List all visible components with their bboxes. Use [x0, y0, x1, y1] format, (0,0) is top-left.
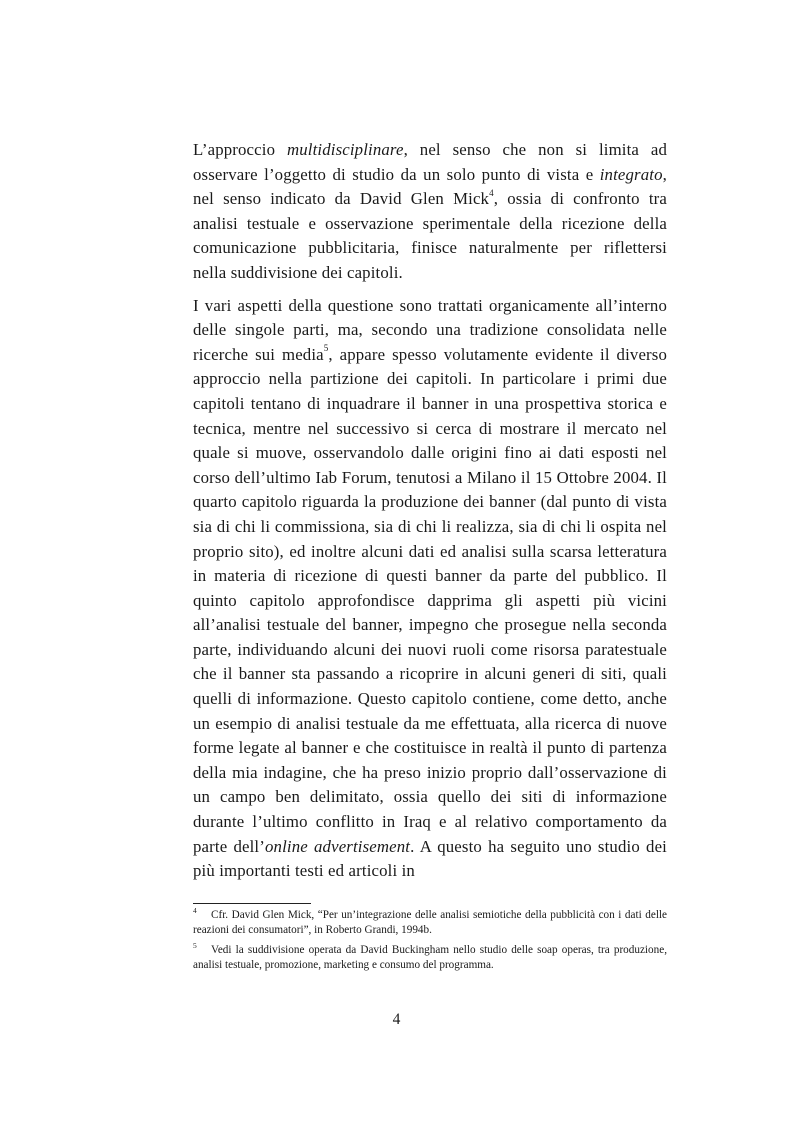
- footnote-text: Cfr. David Glen Mick, “Per un’integrazione delle analisi semiotiche della pubblicità con i dati delle reazioni dei consumatori”, in Roberto Grandi, 1994b.: [193, 909, 667, 936]
- footnote-separator: [193, 903, 311, 904]
- text-run: L’approccio: [193, 140, 287, 159]
- paragraph-1: [193, 138, 667, 286]
- text-run: , ossia di confronto tra analisi testuale e osservazione sperimentale della ricezione della comunicazione pubblicitaria, finisce naturalmente per riflettersi nella suddivisione dei capitoli.: [193, 189, 667, 282]
- paragraph-2: [193, 294, 667, 884]
- page-number: 4: [392, 1011, 401, 1028]
- text-run: , nel senso che non si limita ad osservare l’oggetto di studio da un solo punto di vista e: [193, 140, 668, 184]
- italic-term-multidisciplinare: multidisciplinare: [286, 140, 404, 159]
- footnotes: [193, 908, 667, 972]
- text-run: , nel senso indicato da David Glen Mick: [193, 164, 667, 209]
- text-run: , appare spesso volutamente evidente il diverso approccio nella partizione dei capitoli. In particolare i primi due capitoli tentano di inquadrare il banner in una prospettiva storica e tecnica, mentre nel successivo si cerca di mostrare il mercato nel quale si muove, osservandolo dalle origini fino ai dati esposti nel corso dell’ultimo Iab Forum, tenutosi a Milano il 15 Ottobre 2004. Il quarto capitolo riguarda la produzione dei banner (dal punto di vista sia di chi li commissiona, sia di chi li realizza, sia di chi li ospita nel proprio sito), ed inoltre alcuni dati ed analisi sulla scarsa letteratura in materia di ricezione di questi banner da parte del pubblico. Il quinto capitolo approfondisce dapprima gli aspetti più vicini all’analisi testuale del banner, impegno che prosegue nella seconda parte, individuando alcuni dei nuovi ruoli come risorsa paratestuale che il banner sta passando a ricoprire in alcuni generi di siti, quali quelli di informazione. Questo capitolo contiene, come detto, anche un esempio di analisi testuale da me effettuata, alla ricerca di nuove forme legate al banner e che costituisce in realtà il punto di partenza della mia indagine, che ha preso inizio proprio dall’osservazione di un campo ben delimitato, ossia quello dei siti di informazione durante l’ultimo conflitto in Iraq e al relativo comportamento da parte dell’: [193, 344, 668, 856]
- footnote-ref-5[interactable]: 5: [323, 343, 329, 354]
- italic-term-integrato: integrato: [599, 164, 663, 184]
- body-text: [193, 138, 667, 884]
- footnote-4: 4 Cfr. David Glen Mick, “Per un’integrazione delle analisi semiotiche della pubblicità con i dati delle reazioni dei consumatori”, in Roberto Grandi, 1994b.: [193, 906, 667, 936]
- text-run: I vari aspetti della questione sono trattati organicamente all’interno delle singole parti, ma, secondo una tradizione consolidata nelle ricerche sui media: [193, 295, 667, 364]
- footnote-ref-4[interactable]: 4: [489, 187, 494, 198]
- text-run: . A questo ha seguito uno studio dei più importanti testi ed articoli in: [193, 836, 667, 881]
- footnote-5: 5 Vedi la suddivisione operata da David Buckingham nello studio delle soap operas, tra produzione, analisi testuale, promozione, marketing e consumo del programma.: [193, 941, 667, 971]
- italic-term-online-advertisement: online advertisement: [264, 836, 411, 856]
- footnote-text: Vedi la suddivisione operata da David Buckingham nello studio delle soap operas, tra produzione, analisi testuale, promozione, marketing e consumo del programma.: [193, 944, 667, 971]
